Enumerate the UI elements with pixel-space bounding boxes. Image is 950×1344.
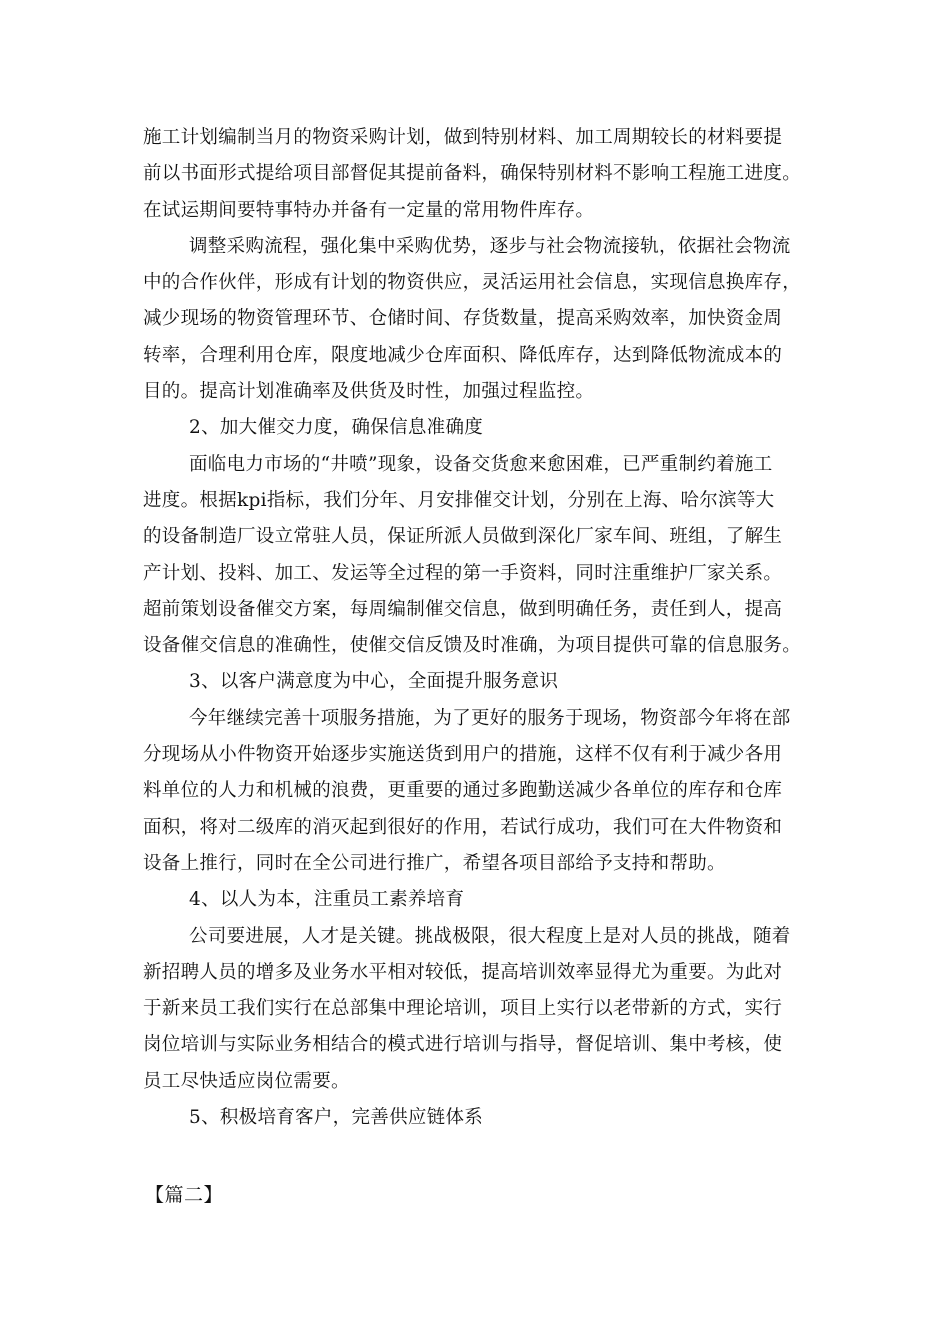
document-body bbox=[143, 120, 811, 1136]
text-line: 于新来员工我们实行在总部集中理论培训，项目上实行以老带新的方式，实行 bbox=[143, 998, 783, 1020]
text-line: 前以书面形式提给项目部督促其提前备料，确保特别材料不影响工程施工进度。 bbox=[143, 163, 802, 185]
text-line: 4、以人为本，注重员工素养培育 bbox=[189, 889, 465, 911]
text-line: 3、以客户满意度为中心，全面提升服务意识 bbox=[189, 671, 559, 693]
text-line: 料单位的人力和机械的浪费，更重要的通过多跑勤送减少各单位的库存和仓库 bbox=[143, 780, 783, 802]
text-line: 中的合作伙伴，形成有计划的物资供应，灵活运用社会信息，实现信息换库存， bbox=[143, 272, 802, 294]
text-line: 新招聘人员的增多及业务水平相对较低，提高培训效率显得尤为重要。为此对 bbox=[143, 961, 783, 983]
text-line: 员工尽快适应岗位需要。 bbox=[143, 1070, 350, 1092]
text-line: 岗位培训与实际业务相结合的模式进行培训与指导，督促培训、集中考核，使 bbox=[143, 1034, 783, 1056]
text-line: 面积，将对二级库的消灭起到很好的作用，若试行成功，我们可在大件物资和 bbox=[143, 816, 783, 838]
text-line: 2、加大催交力度，确保信息准确度 bbox=[189, 417, 484, 439]
text-line: 的设备制造厂设立常驻人员，保证所派人员做到深化厂家车间、班组，了解生 bbox=[143, 526, 783, 548]
text-line: 分现场从小件物资开始逐步实施送货到用户的措施，这样不仅有利于减少各用 bbox=[143, 744, 783, 766]
text-line: 转率，合理利用仓库，限度地减少仓库面积、降低库存，达到降低物流成本的 bbox=[143, 344, 783, 366]
text-line: 设备催交信息的准确性，使催交信反馈及时准确，为项目提供可靠的信息服务。 bbox=[143, 635, 802, 657]
text-line: 进度。根据kpi指标，我们分年、月安排催交计划，分别在上海、哈尔滨等大 bbox=[143, 489, 775, 511]
text-line: 5、积极培育客户，完善供应链体系 bbox=[189, 1107, 484, 1129]
text-line: 目的。提高计划准确率及供货及时性，加强过程监控。 bbox=[143, 381, 595, 403]
text-line: 调整采购流程，强化集中采购优势，逐步与社会物流接轨，依据社会物流 bbox=[189, 235, 791, 257]
section-heading-part-two: 【篇二】 bbox=[145, 1184, 224, 1206]
text-line: 今年继续完善十项服务措施，为了更好的服务于现场，物资部今年将在部 bbox=[189, 707, 791, 729]
text-line: 施工计划编制当月的物资采购计划，做到特别材料、加工周期较长的材料要提 bbox=[143, 127, 783, 148]
text-line: 公司要进展，人才是关键。挑战极限，很大程度上是对人员的挑战，随着 bbox=[189, 925, 791, 947]
text-line: 产计划、投料、加工、发运等全过程的第一手资料，同时注重维护厂家关系。 bbox=[143, 562, 783, 584]
text-line: 面临电力市场的“井喷”现象，设备交货愈来愈困难，已严重制约着施工 bbox=[189, 453, 773, 475]
text-line: 在试运期间要特事特办并备有一定量的常用物件库存。 bbox=[143, 199, 595, 221]
text-line: 设备上推行，同时在全公司进行推广，希望各项目部给予支持和帮助。 bbox=[143, 852, 726, 874]
text-line: 减少现场的物资管理环节、仓储时间、存货数量，提高采购效率，加快资金周 bbox=[143, 308, 783, 330]
text-line: 超前策划设备催交方案，每周编制催交信息，做到明确任务，责任到人，提高 bbox=[143, 598, 783, 620]
